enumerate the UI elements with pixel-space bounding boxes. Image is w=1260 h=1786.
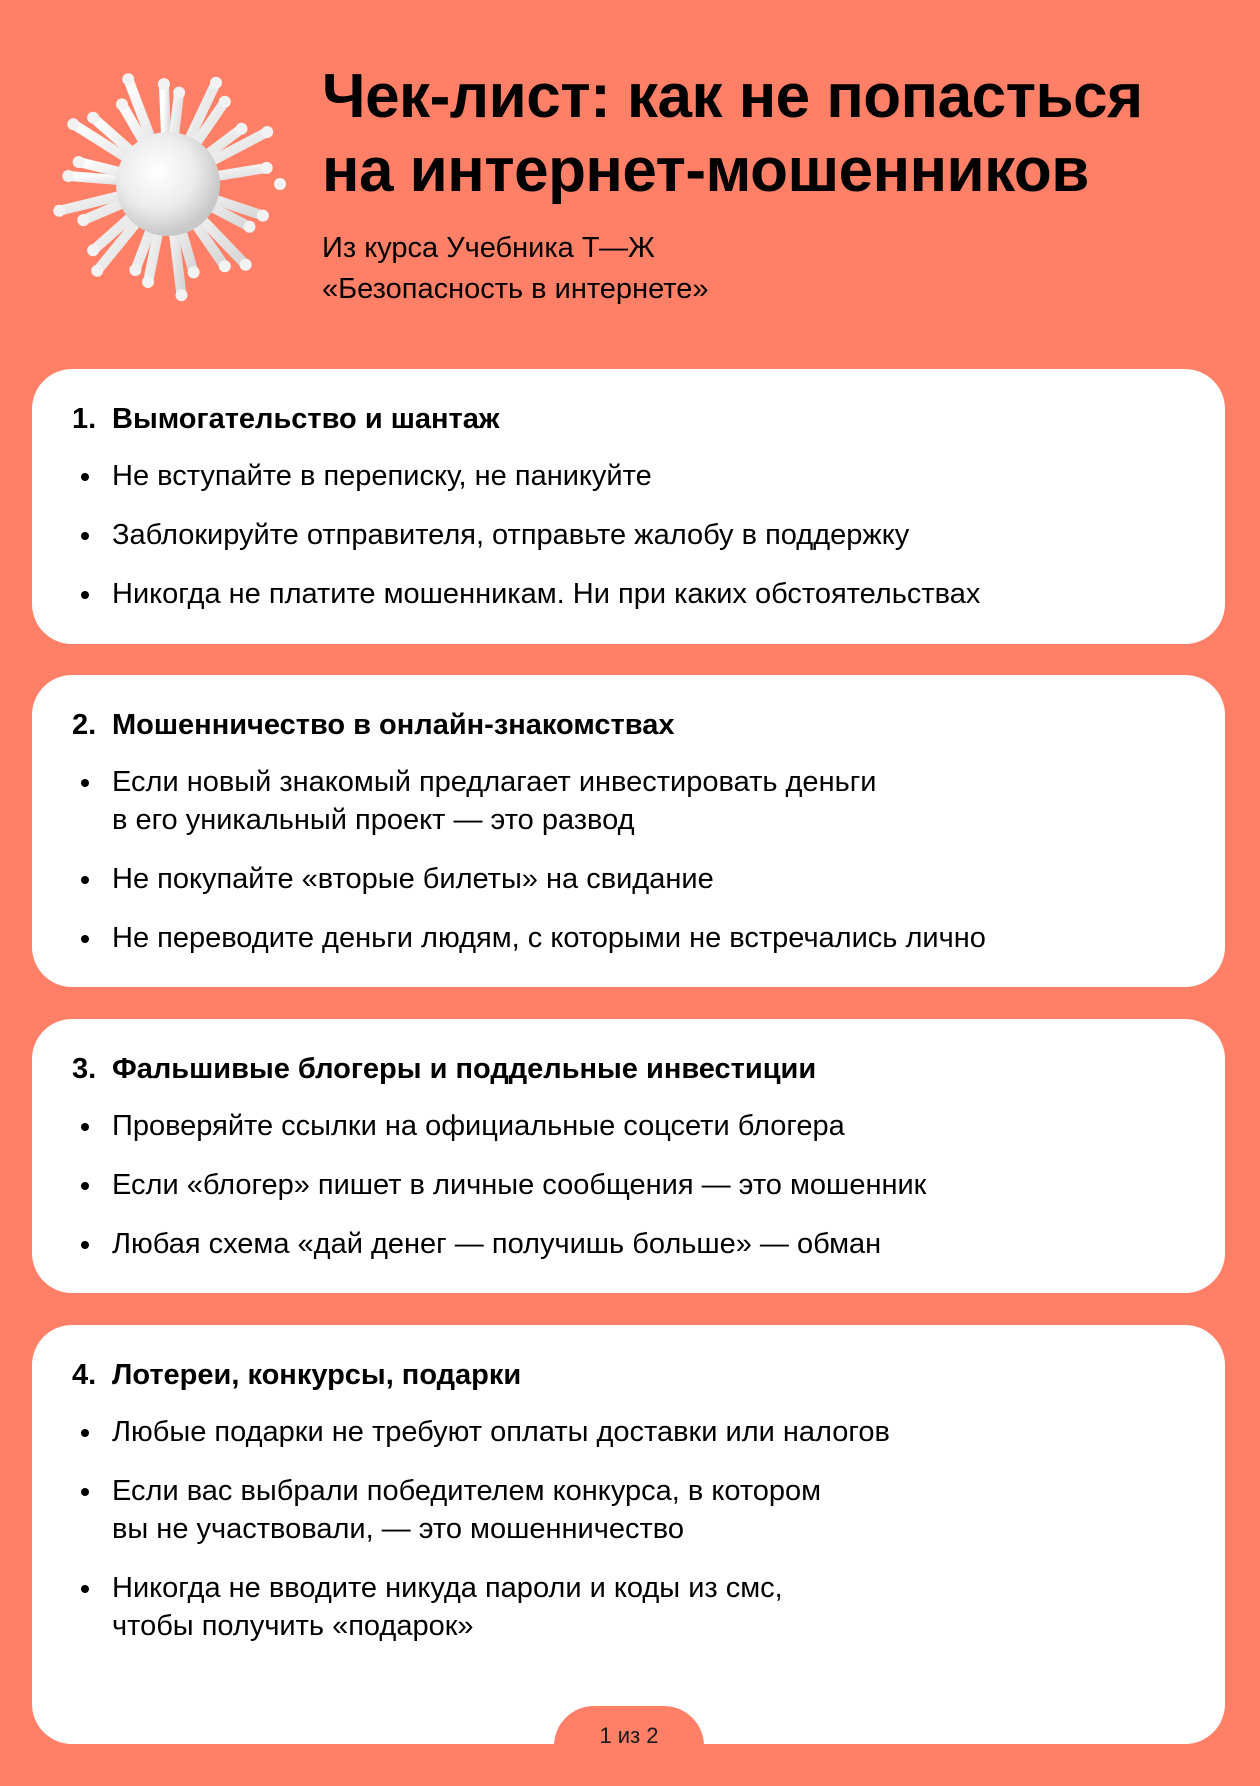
item-text: Никогда не платите мошенникам. Ни при каких обстоятельствах — [112, 578, 981, 610]
list-item — [72, 1569, 1185, 1645]
section-heading — [72, 399, 1185, 439]
section-number: 3. — [72, 1053, 97, 1085]
section-title: Мошенничество в онлайн-знакомствах — [112, 709, 675, 741]
bullet-icon — [81, 591, 89, 599]
item-text: чтобы получить «подарок» — [112, 1610, 474, 1642]
section-number: 2. — [72, 709, 97, 741]
list-item — [72, 1225, 1185, 1263]
list-item — [72, 457, 1185, 495]
list-item — [72, 1413, 1185, 1451]
list-item — [72, 516, 1185, 554]
item-text: Заблокируйте отправителя, отправьте жалобу в поддержку — [112, 519, 910, 551]
section-title: Фальшивые блогеры и поддельные инвестиции — [112, 1053, 817, 1085]
section-heading — [72, 1355, 1185, 1395]
bullet-list — [72, 1413, 1185, 1645]
section-heading — [72, 705, 1185, 745]
virus-icon — [48, 64, 288, 304]
item-text: Любые подарки не требуют оплаты доставки или налогов — [112, 1416, 890, 1448]
item-text: Проверяйте ссылки на официальные соцсети блогера — [112, 1110, 845, 1142]
bullet-icon — [81, 1429, 89, 1437]
list-item — [72, 1107, 1185, 1145]
page-title — [322, 60, 1222, 208]
item-text: Не переводите деньги людям, с которыми не встречались лично — [112, 922, 986, 954]
section-title: Лотереи, конкурсы, подарки — [112, 1359, 522, 1391]
item-text: Любая схема «дай денег — получишь больше» — обман — [112, 1228, 882, 1260]
bullet-icon — [81, 1182, 89, 1190]
bullet-icon — [81, 1241, 89, 1249]
bullet-icon — [81, 935, 89, 943]
bullet-icon — [81, 1585, 89, 1593]
list-item — [72, 1166, 1185, 1204]
bullet-icon — [81, 1123, 89, 1131]
subtitle-line: Из курса Учебника Т—Ж — [322, 232, 655, 264]
item-text: Если вас выбрали победителем конкурса, в котором — [112, 1475, 822, 1507]
list-item — [72, 919, 1185, 957]
bullet-list — [72, 763, 1185, 957]
section-title: Вымогательство и шантаж — [112, 403, 500, 435]
item-text: Если «блогер» пишет в личные сообщения — это мошенник — [112, 1169, 927, 1201]
title-line: на интернет-мошенников — [322, 136, 1089, 205]
section-card-lotteries — [32, 1325, 1225, 1744]
bullet-icon — [81, 876, 89, 884]
section-card-fake-bloggers — [32, 1019, 1225, 1293]
item-text: Никогда не вводите никуда пароли и коды из смс, — [112, 1572, 783, 1604]
list-item — [72, 575, 1185, 613]
subtitle — [322, 228, 1222, 310]
bullet-list — [72, 457, 1185, 613]
bullet-list — [72, 1107, 1185, 1263]
item-text: в его уникальный проект — это развод — [112, 804, 635, 836]
bullet-icon — [81, 779, 89, 787]
item-text: Не вступайте в переписку, не паникуйте — [112, 460, 652, 492]
subtitle-line: «Безопасность в интернете» — [322, 273, 709, 305]
section-card-dating — [32, 675, 1225, 987]
bullet-icon — [81, 532, 89, 540]
bullet-icon — [81, 1488, 89, 1496]
list-item — [72, 763, 1185, 839]
list-item — [72, 1472, 1185, 1548]
bullet-icon — [81, 473, 89, 481]
item-text: Если новый знакомый предлагает инвестировать деньги — [112, 766, 877, 798]
section-heading — [72, 1049, 1185, 1089]
item-text: вы не участвовали, — это мошенничество — [112, 1513, 684, 1545]
section-card-extortion — [32, 369, 1225, 644]
title-line: Чек-лист: как не попасться — [322, 62, 1143, 131]
section-number: 4. — [72, 1359, 97, 1391]
list-item — [72, 860, 1185, 898]
header — [322, 60, 1222, 310]
item-text: Не покупайте «вторые билеты» на свидание — [112, 863, 714, 895]
page-indicator: 1 из 2 — [554, 1706, 704, 1786]
section-number: 1. — [72, 403, 97, 435]
